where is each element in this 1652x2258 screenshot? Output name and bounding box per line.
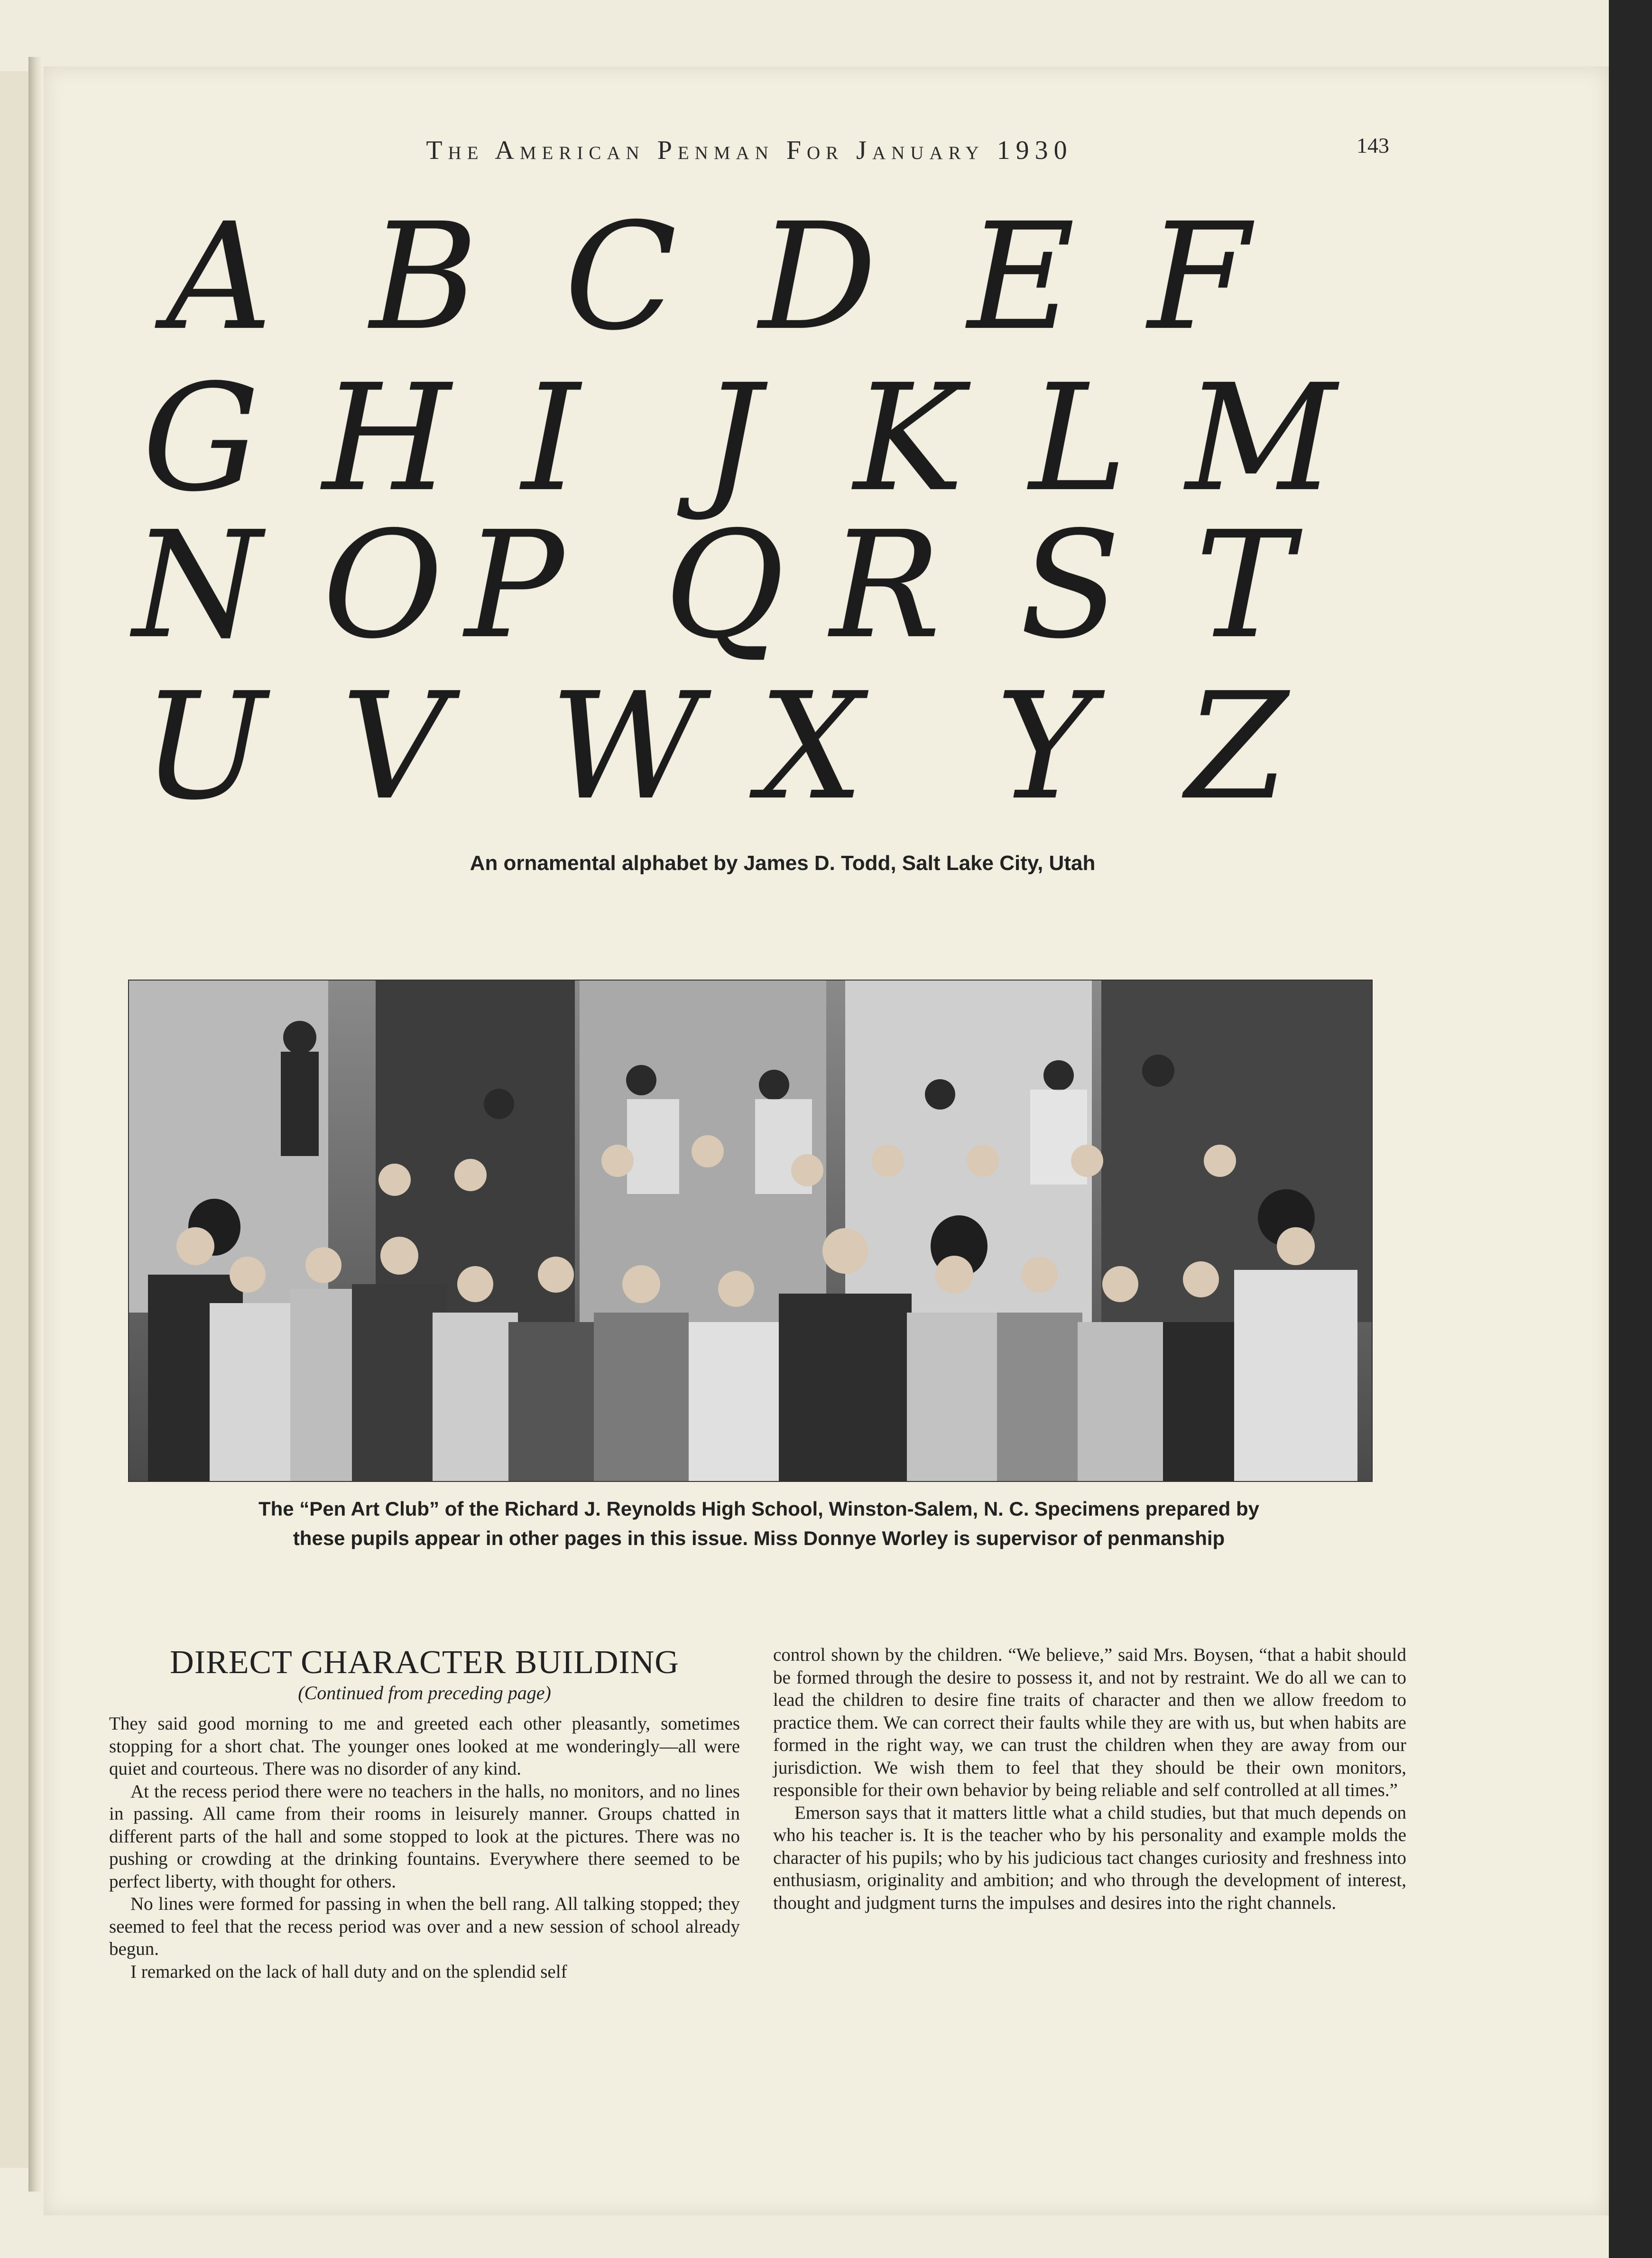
alphabet-letter: F (1148, 192, 1250, 363)
alphabet-letter: J (702, 353, 761, 524)
article-paragraph: They said good morning to me and greeted each other pleasantly, sometimes stopping for a short chat. The younger ones looked at me wonderingly—all were quiet and courteous. There was no disorder of any kind. (109, 1713, 740, 1779)
alphabet-caption: An ornamental alphabet by James D. Todd, Salt Lake City, Utah (470, 851, 1096, 875)
group-photo-illustration (129, 981, 1372, 1481)
alphabet-letter: I (522, 353, 580, 524)
alphabet-letter: B (370, 192, 478, 363)
scan-right-border (1609, 0, 1652, 2258)
alphabet-letter: R (830, 500, 941, 671)
photo-caption-line: The “Pen Art Club” of the Richard J. Reynolds High School, Winston-Salem, N. C. Specimens prepared by (258, 1498, 1260, 1520)
alphabet-letter: L (1029, 353, 1127, 524)
alphabet-letter: Z (1186, 661, 1288, 833)
photo-caption-line: these pupils appear in other pages in this issue. Miss Donnye Worley is supervisor of penmanship (293, 1527, 1225, 1549)
article-paragraph: Emerson says that it matters little what a child studies, but that much depends on who his teacher is. It is the teacher who by his personality and example molds the character of his pupils; who by his judicious tact changes curiosity and freshness into enthusiasm, originality and ambition; and who through the development of interest, thought and judgment turns the impulses and desires into the right channels. (773, 1802, 1406, 1913)
page-number: 143 (1357, 133, 1389, 157)
alphabet-letter: T (1195, 500, 1293, 671)
alphabet-letter: A (166, 192, 272, 363)
alphabet-letter: X (759, 661, 864, 833)
alphabet-letter: N (133, 500, 262, 671)
alphabet-letter: M (1186, 353, 1337, 524)
club-group-photo (128, 980, 1373, 1482)
alphabet-letter: G (142, 353, 260, 524)
alphabet-letter: P (465, 500, 564, 671)
alphabet-letter: K (854, 353, 964, 524)
article-paragraph: No lines were formed for passing in when the bell rang. All talking stopped; they seemed to feel that the recess period was over and a new session of school already begun. (109, 1894, 740, 1959)
alphabet-letter: W (550, 661, 701, 833)
alphabet-letter: E (968, 192, 1075, 363)
article-paragraph: At the recess period there were no teachers in the halls, no monitors, and no lines in passing. All came from their rooms in leisurely manner. Groups chatted in different parts of the hall and some stopped to look at the pictures. There was no pushing or crowding at the drinking fountains. Everywhere there seemed to be perfect liberty, with thought for others. (109, 1781, 740, 1892)
alphabet-letter: C (564, 192, 677, 363)
article-right-column (773, 1644, 1406, 2014)
alphabet-letter: Y (996, 661, 1093, 833)
alphabet-letter: S (1020, 500, 1121, 671)
alphabet-letter: U (142, 661, 267, 833)
book-gutter (28, 57, 43, 2192)
running-header: The American Penman For January 1930 (426, 136, 1073, 165)
article-paragraph: control shown by the children. “We believe,” said Mrs. Boysen, “that a habit should be formed through the desire to possess it, and not by restraint. We do all we can to lead the children to desire fine traits of character and then we allow freedom to practice them. We can correct their faults while they are with us, but when habits are formed in the right way, we can trust the children when they are away from our jurisdiction. We wish them to feel that they should be their own monitors, responsible for their own behavior by being reliable and self controlled at all times.” (773, 1645, 1406, 1800)
alphabet-letter: O (323, 500, 443, 671)
article-left-column (109, 1712, 740, 2016)
article-subtitle: (Continued from preceding page) (298, 1682, 551, 1703)
alphabet-letter: H (323, 353, 451, 524)
article-title: DIRECT CHARACTER BUILDING (170, 1644, 679, 1681)
facing-page-edge (0, 71, 28, 2168)
photo-caption (142, 1494, 1375, 1561)
alphabet-letter: Q (664, 500, 785, 671)
alphabet-letter: V (341, 661, 448, 833)
article-paragraph: I remarked on the lack of hall duty and on the splendid self (130, 1961, 567, 1982)
alphabet-letter: D (759, 192, 877, 363)
